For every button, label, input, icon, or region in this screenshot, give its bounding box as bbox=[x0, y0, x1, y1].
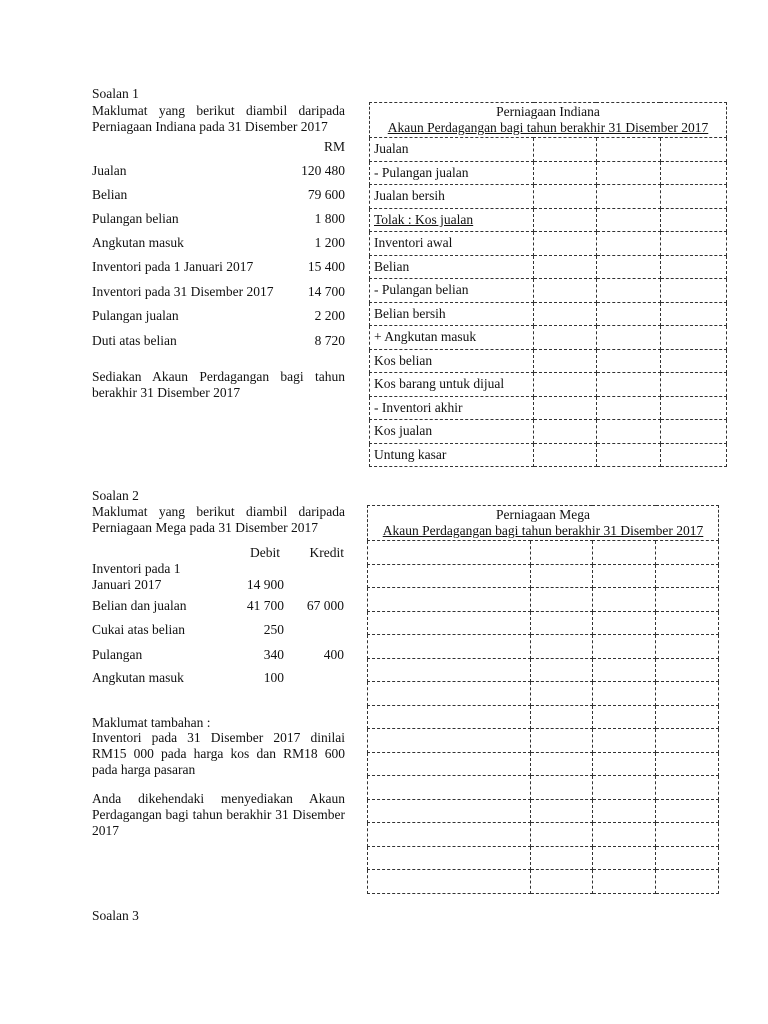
table-row bbox=[368, 729, 719, 753]
table-row bbox=[368, 658, 719, 682]
account-title: Akaun Perdagangan bagi tahun berakhir 31 Disember 2017 bbox=[387, 120, 709, 135]
amount-cell[interactable] bbox=[592, 799, 656, 823]
amount-cell[interactable] bbox=[596, 161, 660, 185]
amount-cell[interactable] bbox=[534, 443, 596, 467]
amount-cell[interactable] bbox=[660, 161, 726, 185]
amount-cell[interactable] bbox=[660, 279, 726, 303]
q2-title: Soalan 2 bbox=[92, 488, 139, 503]
amount-cell[interactable] bbox=[592, 752, 656, 776]
amount-cell[interactable] bbox=[596, 279, 660, 303]
row-label: Jualan bbox=[370, 138, 534, 162]
q2-extra-title: Maklumat tambahan : bbox=[92, 715, 211, 730]
table-row bbox=[370, 302, 727, 326]
q2-intro: Maklumat yang berikut diambil daripada Perniagaan Mega pada 31 Disember 2017 bbox=[92, 504, 345, 535]
amount-cell[interactable] bbox=[592, 729, 656, 753]
row-label: Kos belian bbox=[370, 349, 534, 373]
row-label: + Angkutan masuk bbox=[370, 326, 534, 350]
row-label: - Pulangan jualan bbox=[370, 161, 534, 185]
q3-title: Soalan 3 bbox=[92, 908, 139, 923]
table-row bbox=[368, 611, 719, 635]
table-row bbox=[368, 823, 719, 847]
amount-cell[interactable] bbox=[656, 541, 719, 565]
label-cell[interactable] bbox=[368, 658, 531, 682]
amount-cell[interactable] bbox=[660, 255, 726, 279]
table-row bbox=[368, 564, 719, 588]
amount-cell[interactable] bbox=[596, 208, 660, 232]
amount-cell[interactable] bbox=[656, 776, 719, 800]
amount-cell[interactable] bbox=[531, 564, 593, 588]
label-cell[interactable] bbox=[368, 588, 531, 612]
q2-item-debit: 100 bbox=[263, 670, 284, 685]
q1-item-label: Inventori pada 31 Disember 2017 bbox=[92, 284, 274, 299]
account-title: Akaun Perdagangan bagi tahun berakhir 31 Disember 2017 bbox=[382, 523, 704, 538]
q2-item-debit: 41 700 bbox=[246, 598, 284, 613]
amount-cell[interactable] bbox=[596, 443, 660, 467]
table-row bbox=[368, 705, 719, 729]
q1-item-label: Duti atas belian bbox=[92, 333, 177, 348]
q1-currency: RM bbox=[323, 139, 345, 154]
table-row bbox=[368, 776, 719, 800]
q2-instruction: Anda dikehendaki menyediakan Akaun Perdagangan bagi tahun berakhir 31 Disember 2017 bbox=[92, 791, 345, 838]
q1-item-label: Angkutan masuk bbox=[92, 235, 184, 250]
label-cell[interactable] bbox=[368, 776, 531, 800]
q1-item-label: Inventori pada 1 Januari 2017 bbox=[92, 259, 254, 274]
amount-cell[interactable] bbox=[660, 443, 726, 467]
table-header-row bbox=[368, 506, 719, 541]
amount-cell[interactable] bbox=[592, 823, 656, 847]
amount-cell[interactable] bbox=[660, 326, 726, 350]
label-cell[interactable] bbox=[368, 635, 531, 659]
row-label: Jualan bersih bbox=[370, 185, 534, 209]
table-row bbox=[368, 541, 719, 565]
amount-cell[interactable] bbox=[534, 420, 596, 444]
amount-cell[interactable] bbox=[531, 752, 593, 776]
label-cell[interactable] bbox=[368, 870, 531, 894]
q1-title: Soalan 1 bbox=[92, 86, 139, 101]
amount-cell[interactable] bbox=[531, 541, 593, 565]
label-cell[interactable] bbox=[368, 682, 531, 706]
q2-trading-account-table bbox=[367, 505, 719, 894]
amount-cell[interactable] bbox=[531, 823, 593, 847]
row-label: Tolak : Kos jualan bbox=[370, 208, 534, 232]
amount-cell[interactable] bbox=[596, 185, 660, 209]
amount-cell[interactable] bbox=[531, 682, 593, 706]
amount-cell[interactable] bbox=[534, 373, 596, 397]
amount-cell[interactable] bbox=[534, 326, 596, 350]
amount-cell[interactable] bbox=[660, 208, 726, 232]
amount-cell[interactable] bbox=[656, 658, 719, 682]
table-row bbox=[370, 373, 727, 397]
table-row bbox=[370, 208, 727, 232]
q1-item-value: 14 700 bbox=[307, 284, 345, 299]
amount-cell[interactable] bbox=[592, 682, 656, 706]
amount-cell[interactable] bbox=[660, 396, 726, 420]
row-label: Belian bersih bbox=[370, 302, 534, 326]
amount-cell[interactable] bbox=[592, 541, 656, 565]
amount-cell[interactable] bbox=[596, 302, 660, 326]
amount-cell[interactable] bbox=[660, 302, 726, 326]
row-label: - Pulangan belian bbox=[370, 279, 534, 303]
table-row bbox=[368, 588, 719, 612]
row-label: - Inventori akhir bbox=[370, 396, 534, 420]
q2-item-label: Angkutan masuk bbox=[92, 670, 184, 685]
amount-cell[interactable] bbox=[534, 208, 596, 232]
amount-cell[interactable] bbox=[596, 255, 660, 279]
q1-item-value: 120 480 bbox=[301, 163, 345, 178]
amount-cell[interactable] bbox=[656, 611, 719, 635]
amount-cell[interactable] bbox=[660, 420, 726, 444]
q1-trading-account-table bbox=[369, 102, 727, 467]
q2-item-label: Cukai atas belian bbox=[92, 622, 185, 637]
q2-col-kredit: Kredit bbox=[309, 545, 344, 560]
amount-cell[interactable] bbox=[656, 729, 719, 753]
q2-item-label: Belian dan jualan bbox=[92, 598, 187, 613]
label-cell[interactable] bbox=[368, 729, 531, 753]
amount-cell[interactable] bbox=[656, 752, 719, 776]
amount-cell[interactable] bbox=[534, 185, 596, 209]
amount-cell[interactable] bbox=[592, 658, 656, 682]
amount-cell[interactable] bbox=[660, 232, 726, 256]
amount-cell[interactable] bbox=[596, 420, 660, 444]
table-row bbox=[370, 161, 727, 185]
amount-cell[interactable] bbox=[531, 799, 593, 823]
label-cell[interactable] bbox=[368, 799, 531, 823]
table-row bbox=[370, 349, 727, 373]
table-row bbox=[368, 752, 719, 776]
q2-item-kredit: 400 bbox=[323, 647, 344, 662]
q1-item-value: 2 200 bbox=[314, 308, 345, 323]
q1-item-label: Pulangan belian bbox=[92, 211, 179, 226]
table-header bbox=[368, 506, 719, 541]
amount-cell[interactable] bbox=[531, 870, 593, 894]
amount-cell[interactable] bbox=[534, 161, 596, 185]
amount-cell[interactable] bbox=[592, 776, 656, 800]
amount-cell[interactable] bbox=[656, 588, 719, 612]
q1-intro: Maklumat yang berikut diambil daripada Perniagaan Indiana pada 31 Disember 2017 bbox=[92, 103, 345, 134]
q2-item-debit: 340 bbox=[263, 647, 284, 662]
amount-cell[interactable] bbox=[596, 138, 660, 162]
amount-cell[interactable] bbox=[596, 349, 660, 373]
q1-instruction: Sediakan Akaun Perdagangan bagi tahun berakhir 31 Disember 2017 bbox=[92, 369, 345, 400]
q2-item-label: Inventori pada 1 bbox=[92, 561, 181, 576]
table-row bbox=[370, 396, 727, 420]
label-cell[interactable] bbox=[368, 611, 531, 635]
q1-item-label: Belian bbox=[92, 187, 128, 202]
amount-cell[interactable] bbox=[534, 396, 596, 420]
label-cell[interactable] bbox=[368, 705, 531, 729]
amount-cell[interactable] bbox=[656, 870, 719, 894]
table-row bbox=[370, 326, 727, 350]
table-row bbox=[368, 682, 719, 706]
amount-cell[interactable] bbox=[592, 588, 656, 612]
amount-cell[interactable] bbox=[596, 396, 660, 420]
label-cell[interactable] bbox=[368, 752, 531, 776]
amount-cell[interactable] bbox=[596, 373, 660, 397]
table-row bbox=[370, 279, 727, 303]
amount-cell[interactable] bbox=[656, 635, 719, 659]
table-row bbox=[368, 799, 719, 823]
q2-item-debit: 14 900 bbox=[246, 577, 284, 592]
amount-cell[interactable] bbox=[656, 846, 719, 870]
row-label: Belian bbox=[370, 255, 534, 279]
amount-cell[interactable] bbox=[660, 373, 726, 397]
business-name: Perniagaan Mega bbox=[495, 507, 591, 522]
amount-cell[interactable] bbox=[660, 185, 726, 209]
q1-item-value: 1 200 bbox=[314, 235, 345, 250]
amount-cell[interactable] bbox=[656, 823, 719, 847]
q1-item-label: Jualan bbox=[92, 163, 127, 178]
amount-cell[interactable] bbox=[660, 349, 726, 373]
row-label: Untung kasar bbox=[370, 443, 534, 467]
q2-item-label-line2: Januari 2017 bbox=[92, 577, 162, 592]
amount-cell[interactable] bbox=[656, 705, 719, 729]
amount-cell[interactable] bbox=[531, 705, 593, 729]
label-cell[interactable] bbox=[368, 541, 531, 565]
amount-cell[interactable] bbox=[592, 846, 656, 870]
amount-cell[interactable] bbox=[592, 564, 656, 588]
table-row bbox=[370, 255, 727, 279]
amount-cell[interactable] bbox=[596, 326, 660, 350]
table-row bbox=[370, 232, 727, 256]
amount-cell[interactable] bbox=[531, 588, 593, 612]
amount-cell[interactable] bbox=[596, 232, 660, 256]
row-label: Kos jualan bbox=[370, 420, 534, 444]
table-row bbox=[370, 185, 727, 209]
amount-cell[interactable] bbox=[592, 635, 656, 659]
q1-item-value: 15 400 bbox=[307, 259, 345, 274]
q2-col-debit: Debit bbox=[250, 545, 280, 560]
table-row bbox=[368, 635, 719, 659]
amount-cell[interactable] bbox=[531, 658, 593, 682]
amount-cell[interactable] bbox=[531, 776, 593, 800]
amount-cell[interactable] bbox=[656, 682, 719, 706]
table-row bbox=[370, 443, 727, 467]
amount-cell[interactable] bbox=[534, 302, 596, 326]
table-row bbox=[368, 846, 719, 870]
table-row bbox=[370, 420, 727, 444]
q2-item-label: Pulangan bbox=[92, 647, 143, 662]
q1-item-value: 1 800 bbox=[314, 211, 345, 226]
amount-cell[interactable] bbox=[660, 138, 726, 162]
amount-cell[interactable] bbox=[656, 799, 719, 823]
amount-cell[interactable] bbox=[534, 138, 596, 162]
amount-cell[interactable] bbox=[534, 349, 596, 373]
table-row bbox=[370, 138, 727, 162]
q1-item-value: 79 600 bbox=[307, 187, 345, 202]
table-row bbox=[368, 870, 719, 894]
q1-item-value: 8 720 bbox=[314, 333, 345, 348]
amount-cell[interactable] bbox=[534, 255, 596, 279]
q2-item-debit: 250 bbox=[263, 622, 284, 637]
q2-extra-text: Inventori pada 31 Disember 2017 dinilai RM15 000 pada harga kos dan RM18 600 pada harga pasaran bbox=[92, 730, 345, 777]
q1-item-label: Pulangan jualan bbox=[92, 308, 179, 323]
amount-cell[interactable] bbox=[531, 846, 593, 870]
row-label: Inventori awal bbox=[370, 232, 534, 256]
amount-cell[interactable] bbox=[534, 279, 596, 303]
business-name: Perniagaan Indiana bbox=[496, 104, 600, 119]
amount-cell[interactable] bbox=[531, 611, 593, 635]
table-header-row bbox=[370, 103, 727, 138]
row-label: Kos barang untuk dijual bbox=[370, 373, 534, 397]
label-cell[interactable] bbox=[368, 823, 531, 847]
label-cell[interactable] bbox=[368, 846, 531, 870]
amount-cell[interactable] bbox=[592, 870, 656, 894]
amount-cell[interactable] bbox=[531, 729, 593, 753]
amount-cell[interactable] bbox=[531, 635, 593, 659]
amount-cell[interactable] bbox=[592, 611, 656, 635]
label-cell[interactable] bbox=[368, 564, 531, 588]
amount-cell[interactable] bbox=[656, 564, 719, 588]
amount-cell[interactable] bbox=[592, 705, 656, 729]
table-header bbox=[370, 103, 727, 138]
q2-item-kredit: 67 000 bbox=[306, 598, 344, 613]
amount-cell[interactable] bbox=[534, 232, 596, 256]
